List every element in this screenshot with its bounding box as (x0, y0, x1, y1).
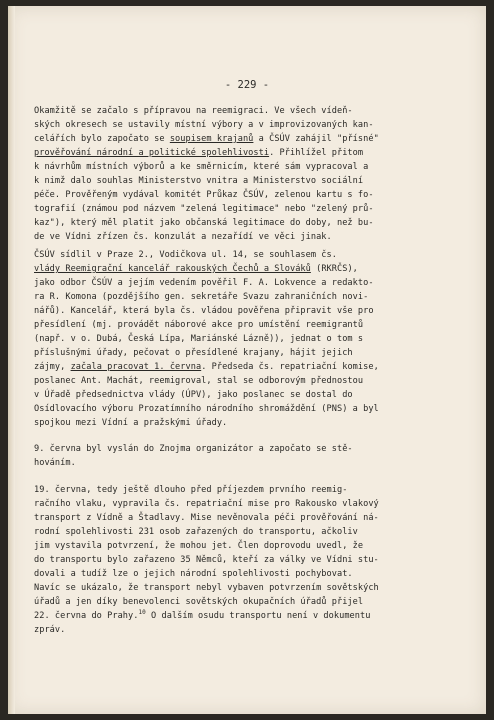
text-segment: a ČSÚV zahájil "přísné" (253, 134, 379, 144)
text-line (34, 231, 332, 243)
page-binding-edge (8, 6, 15, 714)
text-line (34, 540, 363, 552)
text-segment: péče. Prověřeným vydával komitét Průkaz ČSÚV, zelenou kartu s fo- (34, 190, 374, 200)
text-segment: příslušnými úřady, pečovat o přesídlené krajany, hájit jejich (34, 348, 353, 358)
text-line (34, 484, 347, 496)
text-line (34, 568, 353, 580)
text-line (34, 189, 374, 201)
text-segment: přesídlení (mj. provádět náborové akce pro umístění reemigrantů (34, 320, 364, 330)
text-line (34, 105, 353, 117)
text-segment: zpráv. (34, 625, 66, 635)
text-line (34, 263, 358, 275)
text-segment: de ve Vídni zřízen čs. konzulát a nezařídí ve věci jinak. (34, 232, 332, 242)
text-segment: poslanec Ant. Machát, reemigroval, stal se odborovým přednostou (34, 376, 364, 386)
text-segment: (např. v o. Dubá, Česká Lípa, Mariánské Lázně)), jednat o tom s (34, 334, 364, 344)
text-line (34, 457, 76, 469)
text-segment: . Předseda čs. repatriační komise, (201, 362, 379, 372)
underlined-phrase: začala pracovat 1. června (70, 362, 202, 372)
text-line (34, 147, 363, 159)
text-segment: Osídlovacího výboru Prozatímního národního shromáždění (PNS) a byl (34, 404, 379, 414)
text-segment: 9. června byl vyslán do Znojma organizátor a započato se stě- (34, 444, 353, 454)
text-line (34, 277, 374, 289)
text-line (34, 403, 379, 415)
underlined-phrase: prověřování národní a politické spolehlivosti (34, 148, 270, 158)
footnote-marker: 10 (138, 609, 146, 617)
text-segment: k návrhům místních výborů a ke směrnicím, které sám vypracoval a (34, 162, 369, 172)
text-segment: jako odbor ČSÚV a jejím vedením pověřil F. A. Lokvence a redakto- (34, 278, 374, 288)
text-line (34, 610, 370, 622)
text-segment: nářů). Kancelář, která byla čs. vládou pověřena připravit vše pro (34, 306, 374, 316)
text-line (34, 554, 379, 566)
underlined-phrase: soupisem krajanů (169, 134, 254, 144)
text-line (34, 175, 363, 187)
text-segment: hováním. (34, 458, 76, 468)
text-segment: (RKRČS), (310, 264, 358, 274)
text-segment: spojkou mezi Vídní a pražskými úřady. (34, 418, 228, 428)
text-segment: rodní spolehlivosti 231 osob zařazených do transportu, ačkoliv (34, 527, 358, 537)
text-line (34, 161, 368, 173)
text-line (34, 217, 374, 229)
text-line (34, 498, 379, 510)
text-line (34, 291, 368, 303)
text-line (34, 375, 363, 387)
text-line (34, 417, 227, 429)
text-segment: v Úřadě předsednictva vlády (ÚPV), jako poslanec se dostal do (34, 390, 353, 400)
document-page (8, 6, 486, 714)
text-segment: ra R. Komona (pozdějšího gen. sekretáře Svazu zahraničních novi- (34, 292, 369, 302)
page-number: - 229 - (224, 79, 270, 91)
underlined-phrase: vlády Reemigrační kancelář rakouských Čechů a Slováků (34, 264, 311, 274)
text-segment: račního vlaku, vypravila čs. repatriační mise pro Rakousko vlakový (34, 499, 379, 509)
text-segment: úřadů a jen díky benevolenci sovětských okupačních úřadů přijel (34, 597, 364, 607)
text-line (34, 305, 374, 317)
text-segment: 22. června do Prahy. (34, 611, 139, 621)
text-line (34, 596, 363, 608)
text-segment: O dalším osudu transportu není v dokumentu (145, 611, 371, 621)
text-segment: Okamžitě se začalo s přípravou na reemigraci. Ve všech vídeň- (34, 106, 353, 116)
text-segment: Navíc se ukázalo, že transport nebyl vybaven potvrzením sovětských (34, 583, 379, 593)
text-segment: ských okresech se ustavily místní výbory a v improvizovaných kan- (34, 120, 374, 130)
text-segment: do transportu bylo zařazeno 35 Němců, kteří za války ve Vídni stu- (34, 555, 379, 565)
text-segment: . Přihlížel přitom (269, 148, 364, 158)
text-segment: jim vystavila potvrzení, že mohou jet. Člen doprovodu uvedl, že (34, 541, 364, 551)
text-line (34, 624, 65, 636)
text-line (34, 512, 379, 524)
text-line (34, 526, 358, 538)
text-segment: 19. června, tedy ještě dlouho před příjezdem prvního reemig- (34, 485, 348, 495)
text-line (34, 333, 363, 345)
text-segment: celářích bylo započato se (34, 134, 170, 144)
text-line (34, 133, 379, 145)
text-line (34, 347, 353, 359)
text-line (34, 249, 337, 261)
text-line (34, 361, 379, 373)
text-segment: kaz"), který měl platit jako občanská legitimace do doby, než bu- (34, 218, 374, 228)
text-segment: zájmy, (34, 362, 71, 372)
text-line (34, 443, 353, 455)
text-segment: dovali a tudíž lze o jejich národní spolehlivosti pochybovat. (34, 569, 353, 579)
text-segment: tografií (známou pod názvem "zelená legitimace" nebo "zelený prů- (34, 204, 374, 214)
text-line (34, 119, 374, 131)
text-line (34, 389, 353, 401)
text-segment: k nimž dalo souhlas Ministerstvo vnitra a Ministerstvo sociální (34, 176, 364, 186)
text-line (34, 203, 374, 215)
text-line (34, 319, 363, 331)
text-segment: transport z Vídně a Štadlavy. Mise nevěnovala péči prověřování ná- (34, 513, 379, 523)
text-line (34, 582, 379, 594)
text-segment: ČSÚV sídlil v Praze 2., Vodičkova ul. 14, se souhlasem čs. (34, 250, 337, 260)
